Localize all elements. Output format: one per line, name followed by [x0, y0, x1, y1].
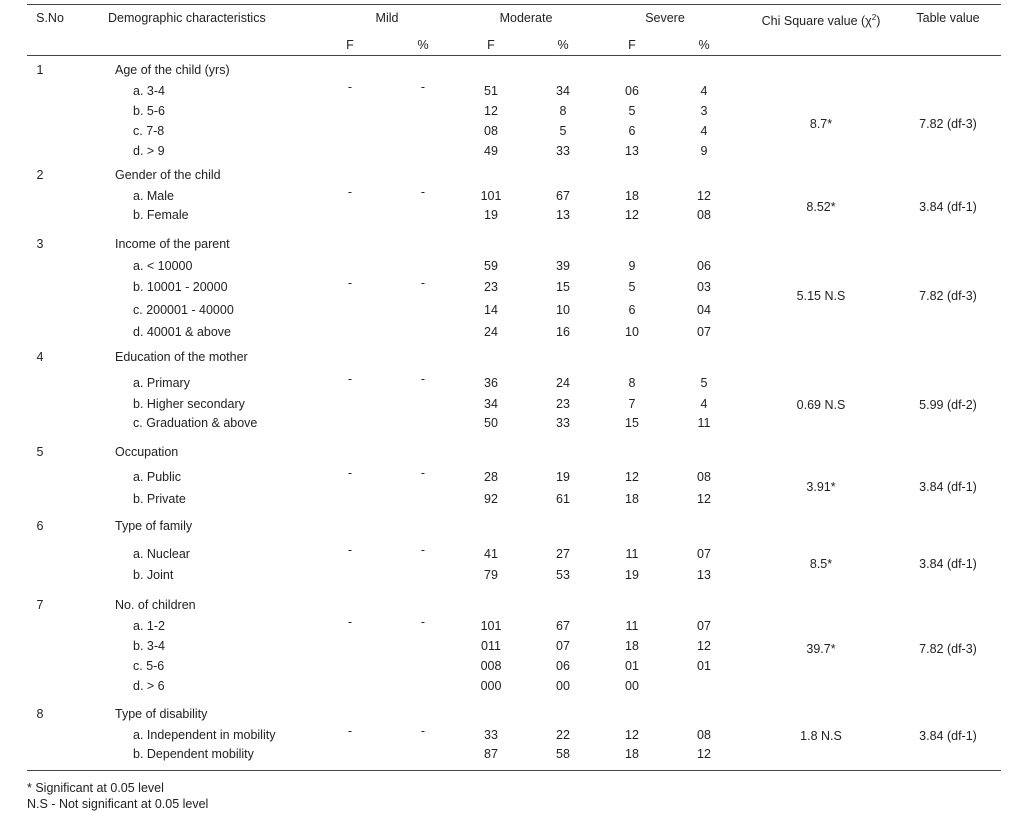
table-value: 3.84 (df-1)	[919, 200, 977, 214]
cell-mp: -	[420, 466, 426, 480]
row-sno: 3	[36, 237, 44, 251]
row-sno: 1	[36, 63, 44, 77]
row-sno: 7	[36, 598, 44, 612]
cell-modp: 19	[556, 470, 570, 484]
cell-sevf: 8	[628, 376, 636, 390]
footnote-not-significant: N.S - Not significant at 0.05 level	[27, 797, 209, 811]
cell-sevf: 6	[628, 124, 636, 138]
cell-sevp: 4	[700, 124, 708, 138]
header-bottom-rule	[27, 55, 1001, 56]
cell-sevp: 04	[697, 303, 711, 317]
subheader-severe-pct: %	[698, 38, 710, 52]
row-label: b. Joint	[133, 568, 174, 582]
row-sno: 6	[36, 519, 44, 533]
cell-modp: 13	[556, 208, 570, 222]
row-label: a. < 10000	[133, 259, 193, 273]
cell-sevp: 12	[697, 492, 711, 506]
cell-mf: -	[347, 276, 353, 290]
cell-modf: 33	[484, 728, 498, 742]
row-label: a. 1-2	[133, 619, 165, 633]
row-label: b. Private	[133, 492, 186, 506]
cell-mf: -	[347, 724, 353, 738]
cell-mf: -	[347, 185, 353, 199]
cell-modp: 8	[559, 104, 567, 118]
cell-mp: -	[420, 372, 426, 386]
cell-mf: -	[347, 372, 353, 386]
cell-mp: -	[420, 185, 426, 199]
cell-sevf: 19	[625, 568, 639, 582]
cell-mp: -	[420, 276, 426, 290]
chi-square-value: 0.69 N.S	[796, 398, 846, 412]
cell-modf: 49	[484, 144, 498, 158]
table-value: 3.84 (df-1)	[919, 729, 977, 743]
cell-mf: -	[347, 80, 353, 94]
chi-square-value: 5.15 N.S	[796, 289, 846, 303]
cell-sevf: 7	[628, 397, 636, 411]
subheader-moderate-f: F	[487, 38, 495, 52]
cell-modp: 24	[556, 376, 570, 390]
cell-mp: -	[420, 724, 426, 738]
cell-sevp: 12	[697, 189, 711, 203]
table-value: 7.82 (df-3)	[919, 289, 977, 303]
cell-modf: 59	[484, 259, 498, 273]
cell-sevp: 4	[700, 84, 708, 98]
cell-modp: 07	[556, 639, 570, 653]
cell-modp: 22	[556, 728, 570, 742]
cell-sevp: 07	[697, 619, 711, 633]
row-label: c. 200001 - 40000	[133, 303, 234, 317]
cell-modp: 00	[556, 679, 570, 693]
cell-modf: 14	[484, 303, 498, 317]
row-label: a. Nuclear	[133, 547, 190, 561]
cell-mp: -	[420, 615, 426, 629]
subheader-severe-f: F	[628, 38, 636, 52]
cell-sevf: 00	[625, 679, 639, 693]
table-value: 7.82 (df-3)	[919, 117, 977, 131]
cell-sevp: 4	[700, 397, 708, 411]
group-title: Education of the mother	[115, 350, 248, 364]
row-sno: 4	[36, 350, 44, 364]
subheader-mild-pct: %	[417, 38, 429, 52]
cell-sevf: 10	[625, 325, 639, 339]
cell-modf: 08	[484, 124, 498, 138]
cell-modf: 23	[484, 280, 498, 294]
cell-sevp: 08	[697, 470, 711, 484]
group-title: Age of the child (yrs)	[115, 63, 230, 77]
footnote-significant: * Significant at 0.05 level	[27, 781, 164, 795]
row-sno: 5	[36, 445, 44, 459]
row-sno: 2	[36, 168, 44, 182]
cell-sevp: 9	[700, 144, 708, 158]
cell-modp: 16	[556, 325, 570, 339]
row-label: b. Female	[133, 208, 189, 222]
chi-square-value: 3.91*	[806, 480, 836, 494]
cell-sevf: 18	[625, 747, 639, 761]
row-label: a. Primary	[133, 376, 190, 390]
cell-sevf: 9	[628, 259, 636, 273]
header-mild: Mild	[375, 11, 399, 25]
cell-sevp: 12	[697, 639, 711, 653]
cell-sevf: 18	[625, 189, 639, 203]
cell-sevp: 03	[697, 280, 711, 294]
cell-modf: 34	[484, 397, 498, 411]
cell-modp: 15	[556, 280, 570, 294]
header-chi-square: Chi Square value $(\chi^2)$	[761, 13, 881, 29]
cell-modf: 51	[484, 84, 498, 98]
cell-modf: 011	[481, 639, 501, 653]
cell-modp: 10	[556, 303, 570, 317]
group-title: No. of children	[115, 598, 196, 612]
cell-modp: 67	[556, 189, 570, 203]
cell-sevf: 12	[625, 470, 639, 484]
subheader-moderate-pct: %	[557, 38, 569, 52]
cell-modp: 58	[556, 747, 570, 761]
cell-sevp: 06	[697, 259, 711, 273]
cell-sevf: 12	[625, 728, 639, 742]
cell-modf: 36	[484, 376, 498, 390]
cell-modf: 101	[480, 189, 502, 203]
cell-modp: 33	[556, 144, 570, 158]
cell-sevp: 5	[700, 376, 708, 390]
chi-square-value: 39.7*	[806, 642, 836, 656]
cell-sevf: 06	[625, 84, 639, 98]
chi-square-value: 8.5*	[809, 557, 833, 571]
row-sno: 8	[36, 707, 44, 721]
group-title: Type of family	[115, 519, 193, 533]
row-label: c. 5-6	[133, 659, 165, 673]
cell-sevp: 13	[697, 568, 711, 582]
row-label: c. Graduation & above	[133, 416, 258, 430]
row-label: b. 5-6	[133, 104, 165, 118]
cell-sevf: 15	[625, 416, 639, 430]
cell-sevp: 11	[697, 416, 711, 430]
chi-square-value: 8.52*	[806, 200, 836, 214]
row-label: b. 10001 - 20000	[133, 280, 228, 294]
row-label: d. > 6	[133, 679, 165, 693]
table-bottom-rule	[27, 770, 1001, 771]
cell-modp: 27	[556, 547, 570, 561]
cell-modf: 000	[480, 679, 502, 693]
row-label: b. Dependent mobility	[133, 747, 254, 761]
cell-sevf: 12	[625, 208, 639, 222]
cell-mp: -	[420, 543, 426, 557]
row-label: a. Public	[133, 470, 181, 484]
cell-modf: 41	[484, 547, 498, 561]
cell-sevf: 11	[625, 547, 639, 561]
cell-sevf: 13	[625, 144, 639, 158]
table-value: 3.84 (df-1)	[919, 480, 977, 494]
cell-sevf: 5	[628, 104, 636, 118]
header-table-value: Table value	[916, 11, 980, 25]
cell-modf: 79	[484, 568, 498, 582]
subheader-mild-f: F	[346, 38, 354, 52]
cell-modp: 34	[556, 84, 570, 98]
table-value: 3.84 (df-1)	[919, 557, 977, 571]
cell-sevp: 12	[697, 747, 711, 761]
row-label: a. Male	[133, 189, 174, 203]
cell-sevp: 08	[697, 728, 711, 742]
group-title: Type of disability	[115, 707, 208, 721]
cell-sevp: 08	[697, 208, 711, 222]
cell-modp: 5	[559, 124, 567, 138]
cell-sevf: 01	[625, 659, 639, 673]
cell-modf: 008	[480, 659, 502, 673]
cell-modp: 33	[556, 416, 570, 430]
cell-sevp: 07	[697, 547, 711, 561]
header-moderate: Moderate	[499, 11, 553, 25]
row-label: c. 7-8	[133, 124, 165, 138]
header-severe: Severe	[645, 11, 685, 25]
group-title: Gender of the child	[115, 168, 221, 182]
cell-modf: 87	[484, 747, 498, 761]
cell-modp: 53	[556, 568, 570, 582]
cell-mp: -	[420, 80, 426, 94]
cell-modp: 67	[556, 619, 570, 633]
cell-mf: -	[347, 615, 353, 629]
row-label: a. 3-4	[133, 84, 165, 98]
cell-modf: 19	[484, 208, 498, 222]
header-sno: S.No	[36, 11, 64, 25]
cell-modf: 12	[484, 104, 498, 118]
row-label: d. 40001 & above	[133, 325, 231, 339]
table-value: 7.82 (df-3)	[919, 642, 977, 656]
cell-modf: 92	[484, 492, 498, 506]
table-top-rule	[27, 4, 1001, 5]
row-label: a. Independent in mobility	[133, 728, 276, 742]
cell-sevp: 3	[700, 104, 708, 118]
cell-modp: 39	[556, 259, 570, 273]
cell-modp: 23	[556, 397, 570, 411]
cell-modf: 50	[484, 416, 498, 430]
row-label: d. > 9	[133, 144, 165, 158]
table-value: 5.99 (df-2)	[919, 398, 977, 412]
cell-sevf: 11	[625, 619, 639, 633]
cell-modf: 28	[484, 470, 498, 484]
row-label: b. Higher secondary	[133, 397, 245, 411]
row-label: b. 3-4	[133, 639, 165, 653]
cell-sevf: 5	[628, 280, 636, 294]
group-title: Income of the parent	[115, 237, 230, 251]
cell-sevf: 18	[625, 492, 639, 506]
cell-modf: 24	[484, 325, 498, 339]
cell-mf: -	[347, 543, 353, 557]
cell-mf: -	[347, 466, 353, 480]
chi-square-value: 8.7*	[809, 117, 833, 131]
group-title: Occupation	[115, 445, 179, 459]
cell-modp: 61	[556, 492, 570, 506]
cell-sevp: 01	[697, 659, 711, 673]
cell-sevf: 6	[628, 303, 636, 317]
cell-sevp: 07	[697, 325, 711, 339]
cell-modp: 06	[556, 659, 570, 673]
chi-square-value: 1.8 N.S	[800, 729, 842, 743]
cell-modf: 101	[480, 619, 502, 633]
header-demographic: Demographic characteristics	[108, 11, 266, 25]
cell-sevf: 18	[625, 639, 639, 653]
